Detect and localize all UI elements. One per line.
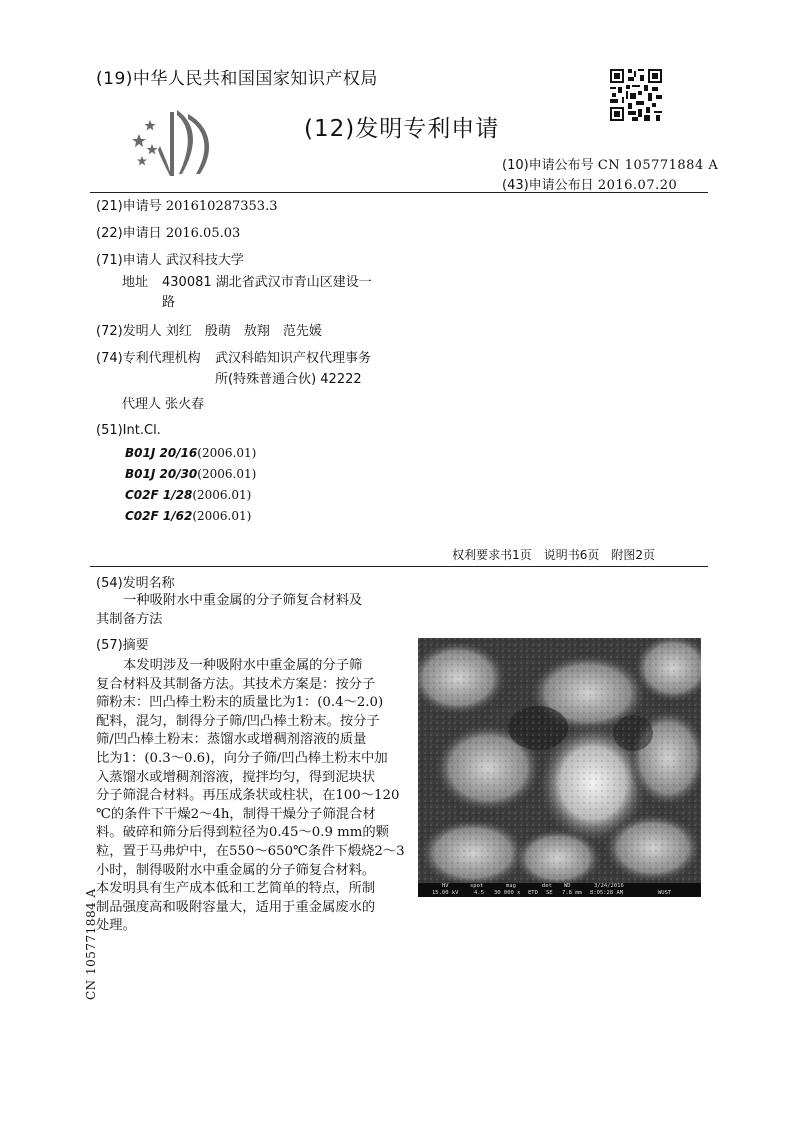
ipc-entry bbox=[125, 467, 256, 481]
sem-label: spot bbox=[470, 883, 484, 889]
applicant bbox=[96, 251, 244, 271]
sem-label: det bbox=[542, 883, 552, 889]
sem-value: 4.5 bbox=[474, 890, 484, 896]
ipc-entry bbox=[125, 446, 256, 460]
invention-title-line1: 一种吸附水中重金属的分子筛复合材料及 bbox=[123, 593, 363, 608]
ipc-code: B01J 20/16 bbox=[125, 446, 198, 460]
publication-date-value: 2016.07.20 bbox=[597, 178, 678, 193]
abstract-line: 入蒸馏水或增稠剂溶液，搅拌均匀，得到泥块状 bbox=[96, 769, 376, 785]
abstract-line: ℃的条件下干燥2～4h，制得干燥分子筛混合材 bbox=[96, 806, 376, 822]
inventors-value: 刘红 殷萌 敖翔 范先媛 bbox=[165, 324, 322, 339]
abstract-line: 比为1：(0.3～0.6)，向分子筛/凹凸棒土粉末中加 bbox=[96, 750, 388, 766]
abstract-line: 处理。 bbox=[96, 918, 136, 934]
inventors-label: (72)发明人 bbox=[96, 324, 162, 339]
sem-label: mag bbox=[506, 883, 516, 889]
application-date-label: (22)申请日 bbox=[96, 226, 162, 241]
publication-date-label: (43)申请公布日 bbox=[502, 178, 594, 193]
applicant-value: 武汉科技大学 bbox=[165, 253, 244, 268]
ipc-code: B01J 20/30 bbox=[125, 467, 198, 481]
address-line1: 430081 湖北省武汉市青山区建设一 bbox=[162, 275, 372, 290]
application-date-value: 2016.05.03 bbox=[165, 226, 241, 241]
invention-title-line2: 其制备方法 bbox=[96, 612, 163, 627]
abstract-label: (57)摘要 bbox=[96, 638, 149, 653]
abstract-line: 分子筛混合材料。再压成条状或柱状，在100～120 bbox=[96, 788, 400, 804]
agent bbox=[122, 395, 204, 415]
agency-line1: 武汉科皓知识产权代理事务 bbox=[215, 351, 372, 366]
header-divider bbox=[90, 192, 708, 193]
ipc-entry bbox=[125, 488, 251, 502]
abstract-line: 粒，置于马弗炉中，在550～650℃条件下煅烧2～3 bbox=[96, 843, 405, 859]
application-number-label: (21)申请号 bbox=[96, 199, 162, 214]
address-line2: 路 bbox=[162, 295, 176, 310]
abstract-line: 料。破碎和筛分后得到粒径为0.45～0.9 mm的颗 bbox=[96, 825, 389, 841]
page-counts: 权利要求书1页 说明书6页 附图2页 bbox=[452, 548, 655, 562]
application-date bbox=[96, 224, 240, 244]
abstract-line: 本发明涉及一种吸附水中重金属的分子筛 bbox=[123, 658, 363, 673]
ipc-entry bbox=[125, 509, 251, 523]
application-number bbox=[96, 197, 277, 217]
address-label: 地址 bbox=[122, 275, 149, 290]
ipc-code: C02F 1/28 bbox=[125, 488, 193, 502]
ipc-code: C02F 1/62 bbox=[125, 509, 193, 523]
publication-number-value: CN 105771884 A bbox=[597, 158, 719, 173]
abstract-line: 制品强度高和吸附容量大，适用于重金属废水的 bbox=[96, 899, 376, 915]
ipc-year: (2006.01) bbox=[197, 446, 257, 460]
abstract-line: 筛粉末：凹凸棒土粉末的质量比为1：(0.4～2.0) bbox=[96, 695, 384, 711]
abstract-line: 筛/凹凸棒土粉末：蒸馏水或增稠剂溶液的质量 bbox=[96, 732, 367, 748]
abstract-line: 复合材料及其制备方法。其技术方案是：按分子 bbox=[96, 676, 376, 692]
abstract-line: 小时，制得吸附水中重金属的分子筛复合材料。 bbox=[96, 862, 376, 878]
agent-label: 代理人 bbox=[122, 397, 162, 412]
sem-label: 3/24/2016 bbox=[594, 883, 624, 889]
qr-code-icon bbox=[610, 69, 662, 121]
micrograph-image bbox=[418, 638, 701, 883]
applicant-label: (71)申请人 bbox=[96, 253, 162, 268]
abstract-body bbox=[96, 657, 405, 936]
publication-date bbox=[502, 174, 677, 193]
sem-value: SE bbox=[546, 890, 553, 896]
int-cl-label: (51)Int.Cl. bbox=[96, 423, 161, 438]
agent-value: 张火春 bbox=[165, 397, 205, 412]
title-label: (54)发明名称 bbox=[96, 576, 175, 591]
publication-number-label: (10)申请公布号 bbox=[502, 158, 594, 173]
sem-info-bar bbox=[418, 883, 701, 897]
sem-value: WUST bbox=[658, 890, 672, 896]
agency-label: (74)专利代理机构 bbox=[96, 351, 201, 366]
sem-value: 15.00 kV bbox=[432, 890, 459, 896]
sem-label: HV bbox=[442, 883, 449, 889]
biblio-divider bbox=[90, 566, 708, 567]
inventors bbox=[96, 322, 322, 342]
publication-number bbox=[502, 154, 718, 173]
sem-value: 30 000 x bbox=[494, 890, 521, 896]
sem-value: 7.8 mm bbox=[562, 890, 582, 896]
ipc-year: (2006.01) bbox=[197, 467, 257, 481]
ipc-year: (2006.01) bbox=[192, 509, 252, 523]
agency-line2: 所(特殊普通合伙) 42222 bbox=[215, 372, 362, 387]
application-number-value: 201610287353.3 bbox=[165, 199, 278, 214]
ipc-year: (2006.01) bbox=[192, 488, 252, 502]
document-type: (12)发明专利申请 bbox=[304, 116, 500, 142]
office-name: (19)中华人民共和国国家知识产权局 bbox=[96, 69, 378, 89]
sem-value: 8:05:28 AM bbox=[590, 890, 624, 896]
sem-micrograph bbox=[418, 638, 701, 897]
sem-label: WD bbox=[564, 883, 571, 889]
abstract-line: 本发明具有生产成本低和工艺简单的特点，所制 bbox=[96, 881, 376, 897]
patent-office-logo bbox=[130, 106, 225, 178]
side-publication-number: CN 105771884 A bbox=[84, 888, 98, 1000]
sem-value: ETD bbox=[528, 890, 538, 896]
abstract-line: 配料，混匀，制得分子筛/凹凸棒土粉末。按分子 bbox=[96, 713, 380, 729]
